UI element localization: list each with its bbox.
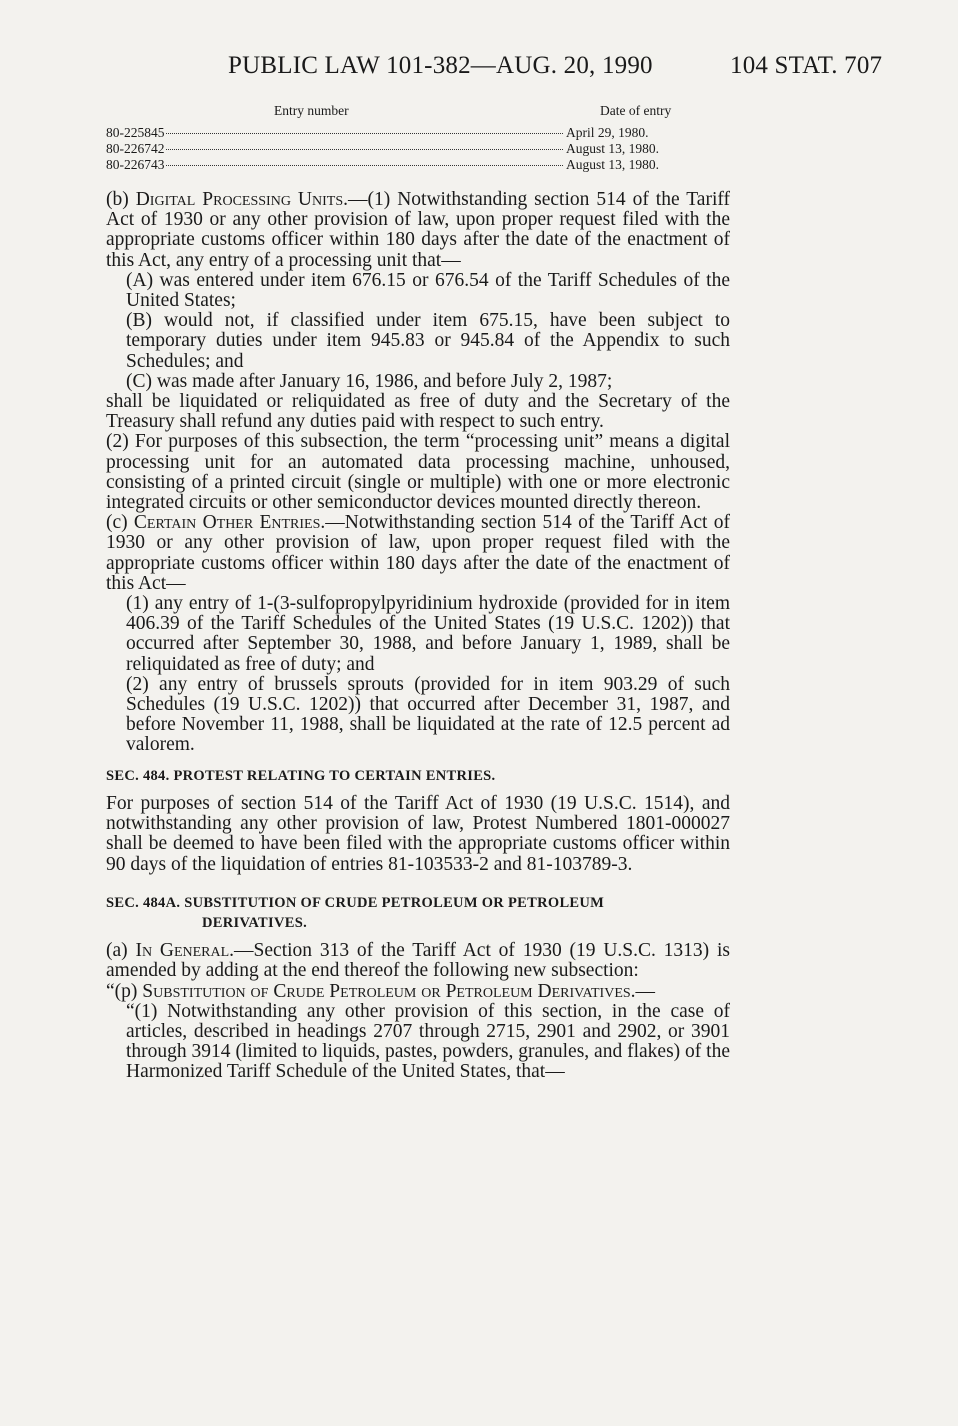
dot-leader [166, 165, 564, 166]
section-484a-heading-cont: DERIVATIVES. [202, 914, 308, 931]
clause-b-C: (C) was made after January 16, 1986, and before July 2, 1987; [126, 370, 613, 392]
table-row [106, 125, 730, 141]
page-header [0, 52, 958, 92]
clause-c-2: (2) any entry of brussels sprouts (provided for in item 903.29 of such Schedules (19 U.S.C. 1202)) that occurred after December 31, 1987, and before November 11, 1988, shall be liquidated at the rate of 12.5 percent ad valorem. [126, 673, 730, 756]
date-of-entry-header: Date of entry [600, 103, 672, 118]
entry-date: April 29, 1980. [566, 125, 649, 140]
entry-number: 80-226743 [106, 157, 165, 172]
dot-leader [166, 149, 564, 150]
subsection-p-heading: Substitution of Crude Petroleum or Petroleum Derivatives. [142, 980, 636, 1002]
subsection-c-paragraph: (c) Certain Other Entries.—Notwithstanding section 514 of the Tariff Act of 1930 or any other provision of law, upon proper request filed with the appropriate customs officer within 180 days after the date of the enactment of this Act— [106, 512, 730, 594]
subsection-a-paragraph: (a) In General.—Section 313 of the Tariff Act of 1930 (19 U.S.C. 1313) is amended by adding at the end thereof the following new subsection: [106, 940, 730, 982]
section-484a-heading: SEC. 484A. SUBSTITUTION OF CRUDE PETROLEUM OR PETROLEUM [106, 894, 605, 911]
entry-number-header: Entry number [274, 103, 349, 118]
entry-table [106, 103, 730, 173]
dot-leader [166, 133, 564, 134]
subsection-c-heading: Certain Other Entries. [133, 512, 326, 534]
section-484-heading: SEC. 484. PROTEST RELATING TO CERTAIN ENTRIES. [106, 767, 496, 784]
statute-page-number: 104 STAT. 707 [730, 52, 883, 79]
subsection-b-continuation: shall be liquidated or reliquidated as free of duty and the Secretary of the Treasury shall refund any duties paid with respect to such entry. [106, 391, 730, 433]
clause-c-1: (1) any entry of 1-(3-sulfopropylpyridinium hydroxide (provided for in item 406.39 of the Tariff Schedules of the United States (19 U.S.C. 1202)) that occurred after September 30, 1988, and before January 1, 1989, shall be reliquidated as free of duty; and [126, 593, 730, 675]
table-row [106, 157, 730, 173]
entry-number: 80-225845 [106, 125, 165, 140]
clause-p-1: “(1) Notwithstanding any other provision of this section, in the case of articles, described in headings 2707 through 2715, 2901 and 2902, or 3901 through 3914 (limited to liquids, pastes, powders, granules, and flakes) of the Harmonized Tariff Schedule of the United States, that— [126, 1000, 730, 1083]
entry-date: August 13, 1980. [566, 141, 660, 156]
section-484-text: For purposes of section 514 of the Tariff Act of 1930 (19 U.S.C. 1514), and notwithstanding any other provision of law, Protest Numbered 1801-000027 shall be deemed to have been filed with the appropriate customs officer within 90 days of the liquidation of entries 81-103533-2 and 81-103789-3. [106, 792, 730, 875]
table-row [106, 141, 730, 157]
subsection-p-heading-paragraph: “(p) Substitution of Crude Petroleum or Petroleum Derivatives.— [106, 980, 656, 1002]
entry-date: August 13, 1980. [566, 157, 660, 172]
clause-b-A: (A) was entered under item 676.15 or 676.54 of the Tariff Schedules of the United States; [126, 269, 730, 312]
subsection-b-paragraph: (b) Digital Processing Units.—(1) Notwithstanding section 514 of the Tariff Act of 1930 or any other provision of law, upon proper request filed with the appropriate customs officer within 180 days after the date of the enactment of this Act, any entry of a processing unit that— [106, 189, 730, 271]
clause-b-B: (B) would not, if classified under item 675.15, have been subject to temporary duties under item 945.83 or 945.84 of the Appendix to such Schedules; and [126, 310, 730, 372]
page-title: PUBLIC LAW 101-382—AUG. 20, 1990 [228, 52, 653, 79]
paragraph-b-2: (2) For purposes of this subsection, the term “processing unit” means a digital processing unit for an automated data processing machine, unhoused, consisting of a printed circuit (single or multiple) with one or more electronic integrated circuits or other semiconductor devices mounted directly thereon. [106, 431, 730, 514]
subsection-a-heading: In General. [135, 940, 235, 962]
entry-table-header [106, 103, 730, 125]
entry-number: 80-226742 [106, 141, 165, 156]
body-text [106, 190, 730, 1083]
subsection-b-heading: Digital Processing Units. [135, 189, 348, 210]
